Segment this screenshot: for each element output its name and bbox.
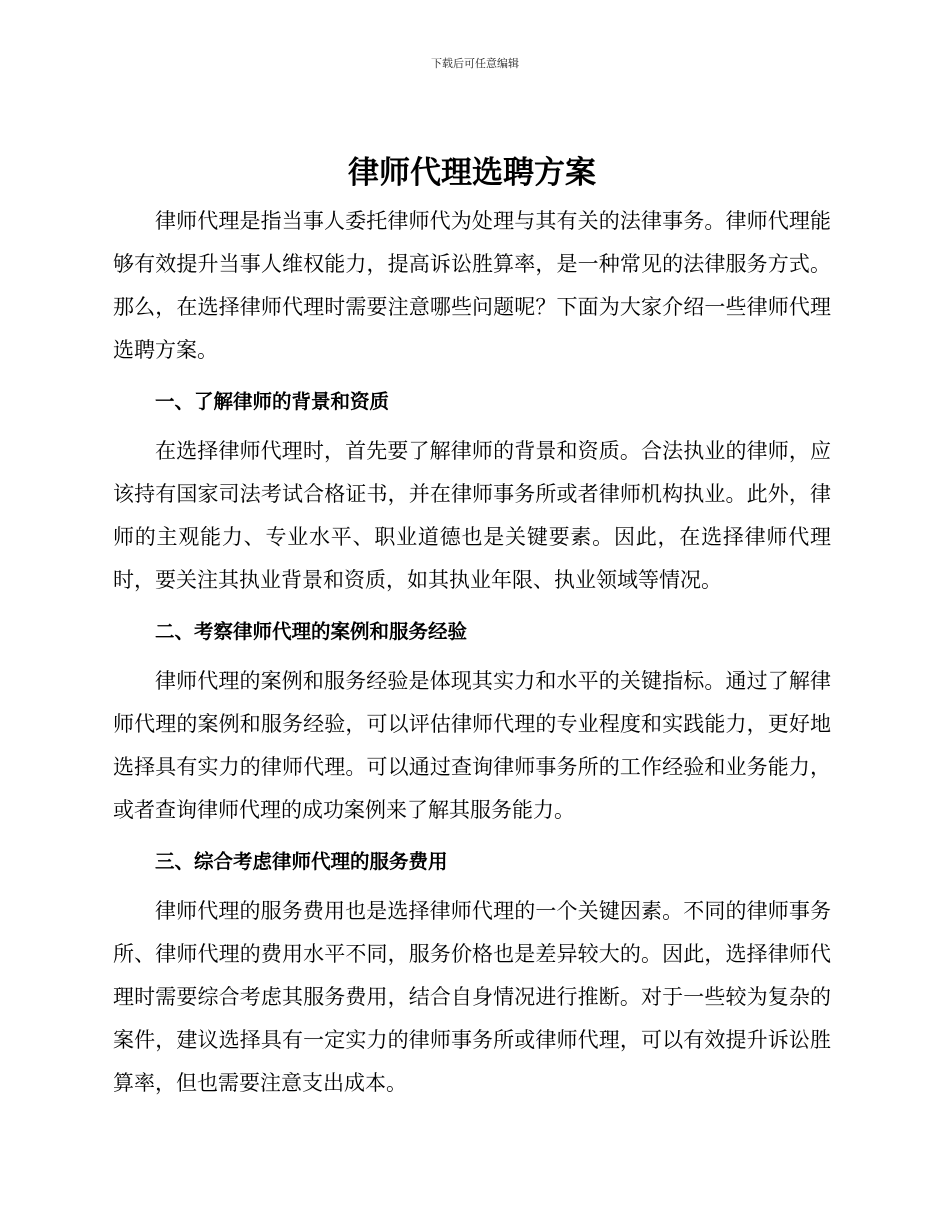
section-heading-1: 一、了解律师的背景和资质 <box>155 390 390 413</box>
page-header-note: 下载后可任意编辑 <box>431 57 519 70</box>
section-paragraph-3: 律师代理的服务费用也是选择律师代理的一个关键因素。不同的律师事务所、律师代理的费用水平不同，服务价格也是差异较大的。因此，选择律师代理时需要综合考虑其服务费用，结合自身情况进行推断。对于一些较为复杂的案件，建议选择具有一定实力的律师事务所或律师代理，可以有效提升诉讼胜算率，但也需要注意支出成本。 <box>113 899 831 1095</box>
section-paragraph-1: 在选择律师代理时，首先要了解律师的背景和资质。合法执业的律师，应该持有国家司法考试合格证书，并在律师事务所或者律师机构执业。此外，律师的主观能力、专业水平、职业道德也是关键要素。因此，在选择律师代理时，要关注其执业背景和资质，如其执业年限、执业领域等情况。 <box>113 439 831 592</box>
section-paragraph-2: 律师代理的案例和服务经验是体现其实力和水平的关键指标。通过了解律师代理的案例和服务经验，可以评估律师代理的专业程度和实践能力，更好地选择具有实力的律师代理。可以通过查询律师事务所的工作经验和业务能力，或者查询律师代理的成功案例来了解其服务能力。 <box>113 669 831 822</box>
section-heading-2: 二、考察律师代理的案例和服务经验 <box>155 620 468 643</box>
section-heading-3: 三、综合考虑律师代理的服务费用 <box>155 850 448 873</box>
document-body <box>113 148 831 1105</box>
intro-paragraph: 律师代理是指当事人委托律师代为处理与其有关的法律事务。律师代理能够有效提升当事人维权能力，提高诉讼胜算率，是一种常见的法律服务方式。那么，在选择律师代理时需要注意哪些问题呢？下面为大家介绍一些律师代理选聘方案。 <box>113 209 831 362</box>
document-title: 律师代理选聘方案 <box>348 155 596 191</box>
